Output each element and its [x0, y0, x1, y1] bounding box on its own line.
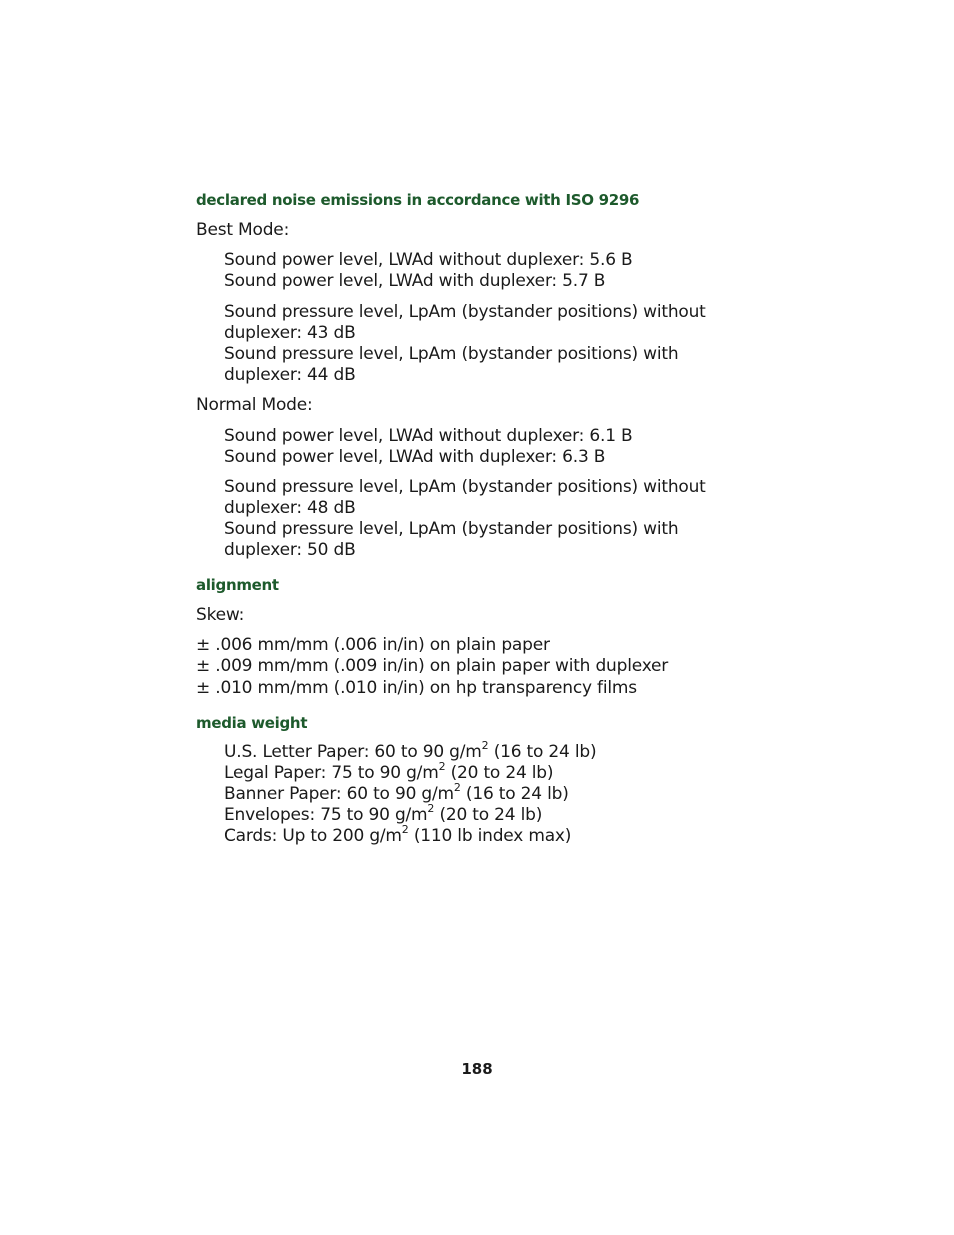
skew-item: ± .009 mm/mm (.009 in/in) on plain paper with duplexer	[196, 656, 669, 676]
best-power-without: Sound power level, LWAd without duplexer: 5.6 B	[224, 250, 633, 270]
best-pressure-with-2: duplexer: 44 dB	[224, 365, 356, 385]
page-number: 188	[461, 1060, 493, 1078]
best-pressure-without-2: duplexer: 43 dB	[224, 323, 356, 343]
media-weight-item: Legal Paper: 75 to 90 $g/m^2$ (20 to 24 lb)	[224, 760, 554, 783]
skew-item: ± .010 mm/mm (.010 in/in) on hp transparency films	[196, 678, 637, 698]
best-pressure-with-1: Sound pressure level, LpAm (bystander positions) with	[224, 344, 679, 364]
media-weight-item: Envelopes: 75 to 90 $g/m^2$ (20 to 24 lb)	[224, 802, 543, 825]
normal-pressure-with-1: Sound pressure level, LpAm (bystander positions) with	[224, 519, 679, 539]
normal-mode-label: Normal Mode:	[196, 395, 313, 415]
skew-label: Skew:	[196, 605, 245, 625]
normal-pressure-without-1: Sound pressure level, LpAm (bystander positions) without	[224, 477, 706, 497]
normal-power-with: Sound power level, LWAd with duplexer: 6.3 B	[224, 447, 606, 467]
normal-pressure-without-2: duplexer: 48 dB	[224, 498, 356, 518]
normal-pressure-with-2: duplexer: 50 dB	[224, 540, 356, 560]
media-weight-heading: media weight	[196, 714, 308, 732]
noise-heading: declared noise emissions in accordance with ISO 9296	[196, 191, 640, 209]
media-weight-item: U.S. Letter Paper: 60 to 90 $g/m^2$ (16 to 24 lb)	[224, 739, 597, 762]
skew-item: ± .006 mm/mm (.006 in/in) on plain paper	[196, 635, 550, 655]
best-mode-label: Best Mode:	[196, 220, 290, 240]
media-weight-item: Cards: Up to 200 $g/m^2$ (110 lb index max)	[224, 823, 572, 846]
best-power-with: Sound power level, LWAd with duplexer: 5.7 B	[224, 271, 606, 291]
alignment-heading: alignment	[196, 576, 279, 594]
normal-power-without: Sound power level, LWAd without duplexer: 6.1 B	[224, 426, 633, 446]
best-pressure-without-1: Sound pressure level, LpAm (bystander positions) without	[224, 302, 706, 322]
media-weight-item: Banner Paper: 60 to 90 $g/m^2$ (16 to 24 lb)	[224, 781, 569, 804]
